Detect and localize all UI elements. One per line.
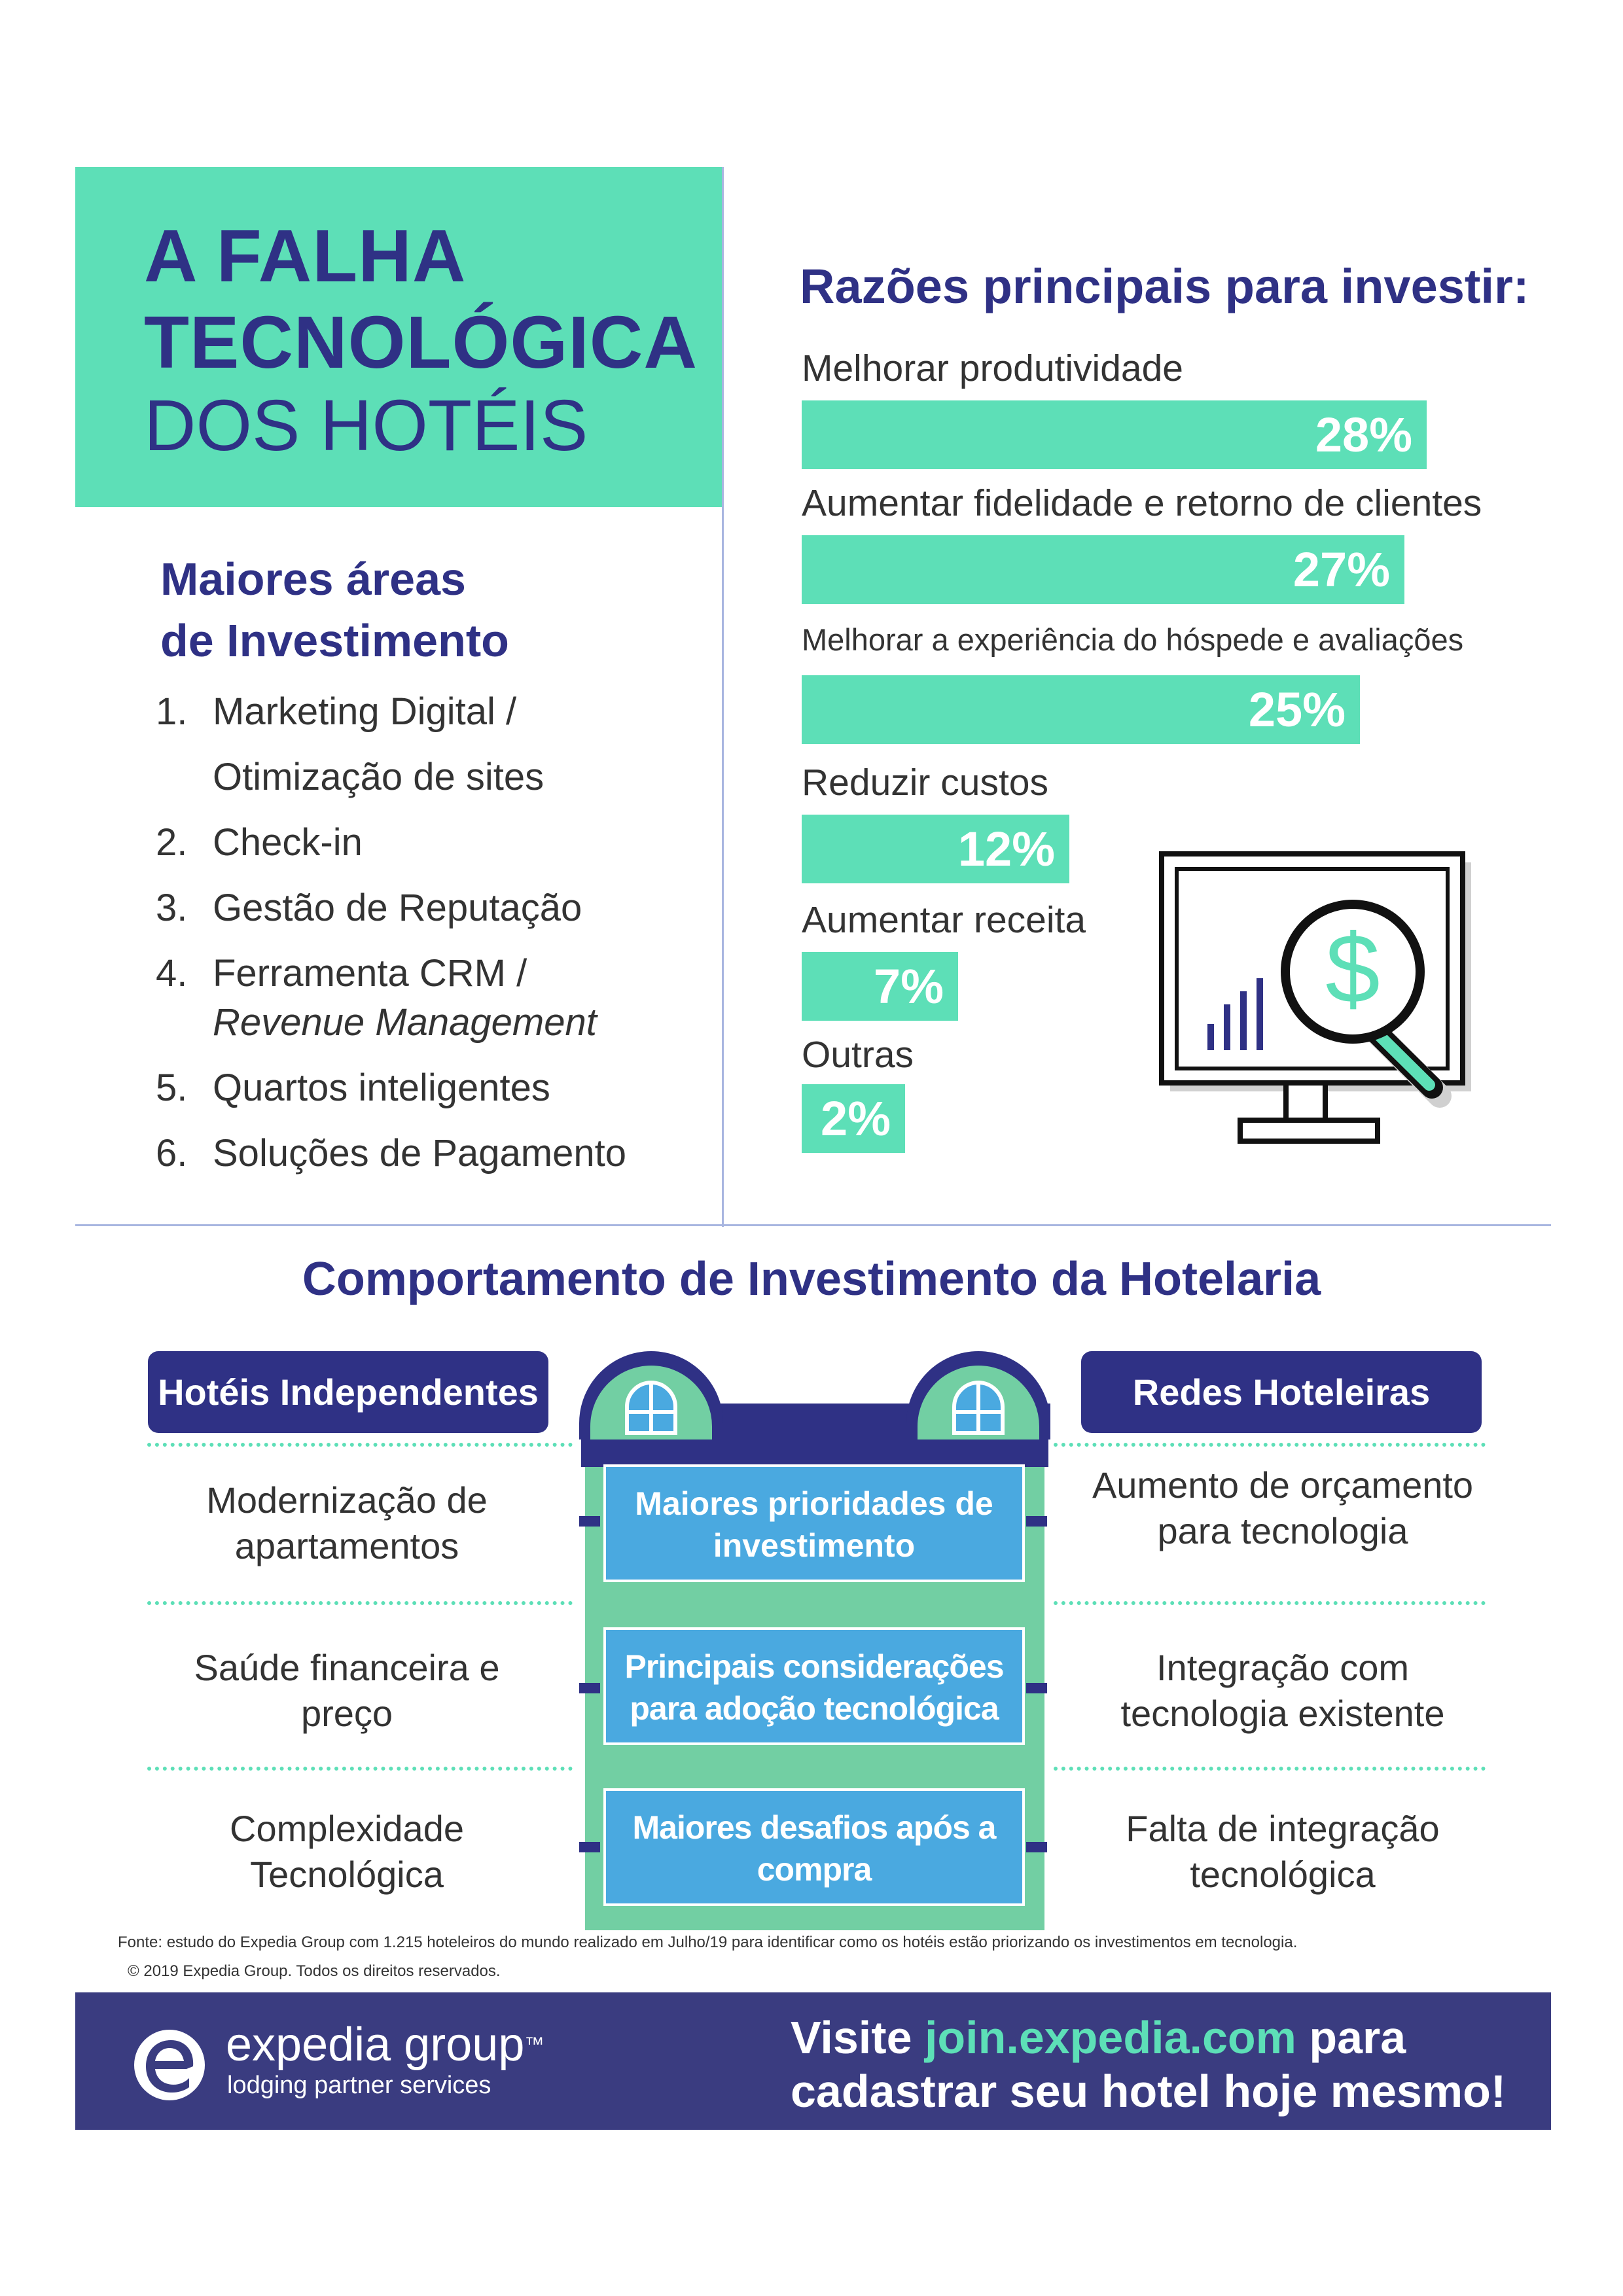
connector-tick xyxy=(1026,1683,1047,1693)
row-separator xyxy=(147,1767,573,1771)
area-label: Quartos inteligentes xyxy=(213,1067,550,1109)
area-label: Check-in xyxy=(213,821,363,864)
areas-heading-line-2: de Investimento xyxy=(160,615,509,666)
brand-name xyxy=(226,2019,544,2071)
reason-label: Outras xyxy=(802,1034,914,1076)
connector-tick xyxy=(1026,1842,1047,1852)
footer-banner xyxy=(75,1992,1551,2130)
area-number: 4. xyxy=(156,952,188,995)
trademark-symbol: ™ xyxy=(524,2034,544,2055)
reason-bar xyxy=(802,535,1404,604)
area-sublabel: Revenue Management xyxy=(213,1001,597,1044)
area-label: Ferramenta CRM / xyxy=(213,952,527,995)
reason-value: 28% xyxy=(1315,408,1412,462)
independent-hotels-header: Hotéis Independentes xyxy=(148,1351,548,1433)
connector-tick xyxy=(1026,1516,1047,1527)
reason-bar xyxy=(802,675,1360,744)
independent-row-2: Saúde financeira e preço xyxy=(194,1647,500,1734)
reason-bar xyxy=(802,1084,905,1153)
copyright: © 2019 Expedia Group. Todos os direitos reservados. xyxy=(128,1962,501,1980)
areas-heading-line-1: Maiores áreas xyxy=(160,554,466,605)
center-box-1: Maiores prioridades de investimento xyxy=(603,1464,1025,1582)
hotel-chains-header: Redes Hoteleiras xyxy=(1081,1351,1482,1433)
title-line-2: TECNOLÓGICA xyxy=(144,301,698,383)
reason-label: Aumentar fidelidade e retorno de clientes xyxy=(802,482,1482,524)
reason-value: 7% xyxy=(874,959,944,1014)
reasons-heading: Razões principais para investir: xyxy=(800,259,1529,313)
expedia-logo-icon xyxy=(133,2028,206,2102)
cta-prefix: Visite xyxy=(791,2012,925,2063)
reason-label: Reduzir custos xyxy=(802,762,1048,804)
vertical-divider xyxy=(722,167,724,1227)
center-box-2: Principais considerações para adoção tecnológica xyxy=(603,1627,1025,1745)
reason-value: 27% xyxy=(1293,542,1390,597)
cta-line-2: cadastrar seu hotel hoje mesmo! xyxy=(791,2066,1507,2117)
area-number: 5. xyxy=(156,1067,188,1109)
area-number: 3. xyxy=(156,887,188,929)
reason-value: 12% xyxy=(957,822,1055,876)
source-note: Fonte: estudo do Expedia Group com 1.215 hoteleiros do mundo realizado em Julho/19 para identificar como os hotéis estão priorizando os investimentos em tecnologia. xyxy=(118,1934,1298,1951)
center-box-3: Maiores desafios após a compra xyxy=(603,1788,1025,1906)
area-label: Soluções de Pagamento xyxy=(213,1132,626,1174)
independent-row-3: Complexidade Tecnológica xyxy=(230,1808,464,1895)
row-separator xyxy=(1054,1443,1486,1447)
cta-line-1 xyxy=(791,2011,1406,2064)
row-separator xyxy=(1054,1767,1486,1771)
row-separator xyxy=(147,1601,573,1605)
brand-subtitle: lodging partner services xyxy=(227,2072,491,2099)
signup-link[interactable]: join.expedia.com xyxy=(924,2012,1296,2063)
reason-bar xyxy=(802,815,1069,883)
svg-text:$: $ xyxy=(1325,913,1380,1023)
reason-label: Aumentar receita xyxy=(802,899,1086,941)
area-number: 6. xyxy=(156,1132,188,1174)
chains-row-1: Aumento de orçamento para tecnologia xyxy=(1092,1464,1474,1551)
area-number: 2. xyxy=(156,821,188,864)
reason-label: Melhorar produtividade xyxy=(802,347,1183,389)
behavior-heading: Comportamento de Investimento da Hotelaria xyxy=(302,1253,1321,1305)
horizontal-divider xyxy=(75,1224,1551,1226)
chains-row-3: Falta de integração tecnológica xyxy=(1126,1808,1440,1895)
reason-value: 25% xyxy=(1248,682,1346,737)
monitor-dollar-search-icon xyxy=(1158,851,1499,1165)
cta-suffix: para xyxy=(1296,2012,1406,2063)
title-line-1: A FALHA xyxy=(144,215,467,297)
chains-row-2: Integração com tecnologia existente xyxy=(1120,1647,1445,1734)
area-label: Gestão de Reputação xyxy=(213,887,582,929)
row-separator xyxy=(1054,1601,1486,1605)
brand-name-text: expedia group xyxy=(226,2019,525,2071)
connector-tick xyxy=(579,1516,600,1527)
reason-bar xyxy=(802,400,1427,469)
reason-bar xyxy=(802,952,958,1021)
connector-tick xyxy=(579,1683,600,1693)
independent-row-1: Modernização de apartamentos xyxy=(206,1479,488,1566)
areas-heading xyxy=(160,548,509,671)
area-sublabel: Otimização de sites xyxy=(213,756,544,798)
title-box xyxy=(75,167,723,507)
reason-value: 2% xyxy=(821,1091,891,1146)
area-number: 1. xyxy=(156,690,188,733)
area-label: Marketing Digital / xyxy=(213,690,517,733)
row-separator xyxy=(147,1443,573,1447)
connector-tick xyxy=(579,1842,600,1852)
title-line-3: DOS HOTÉIS xyxy=(144,385,588,466)
reason-label: Melhorar a experiência do hóspede e avaliações xyxy=(802,622,1464,657)
